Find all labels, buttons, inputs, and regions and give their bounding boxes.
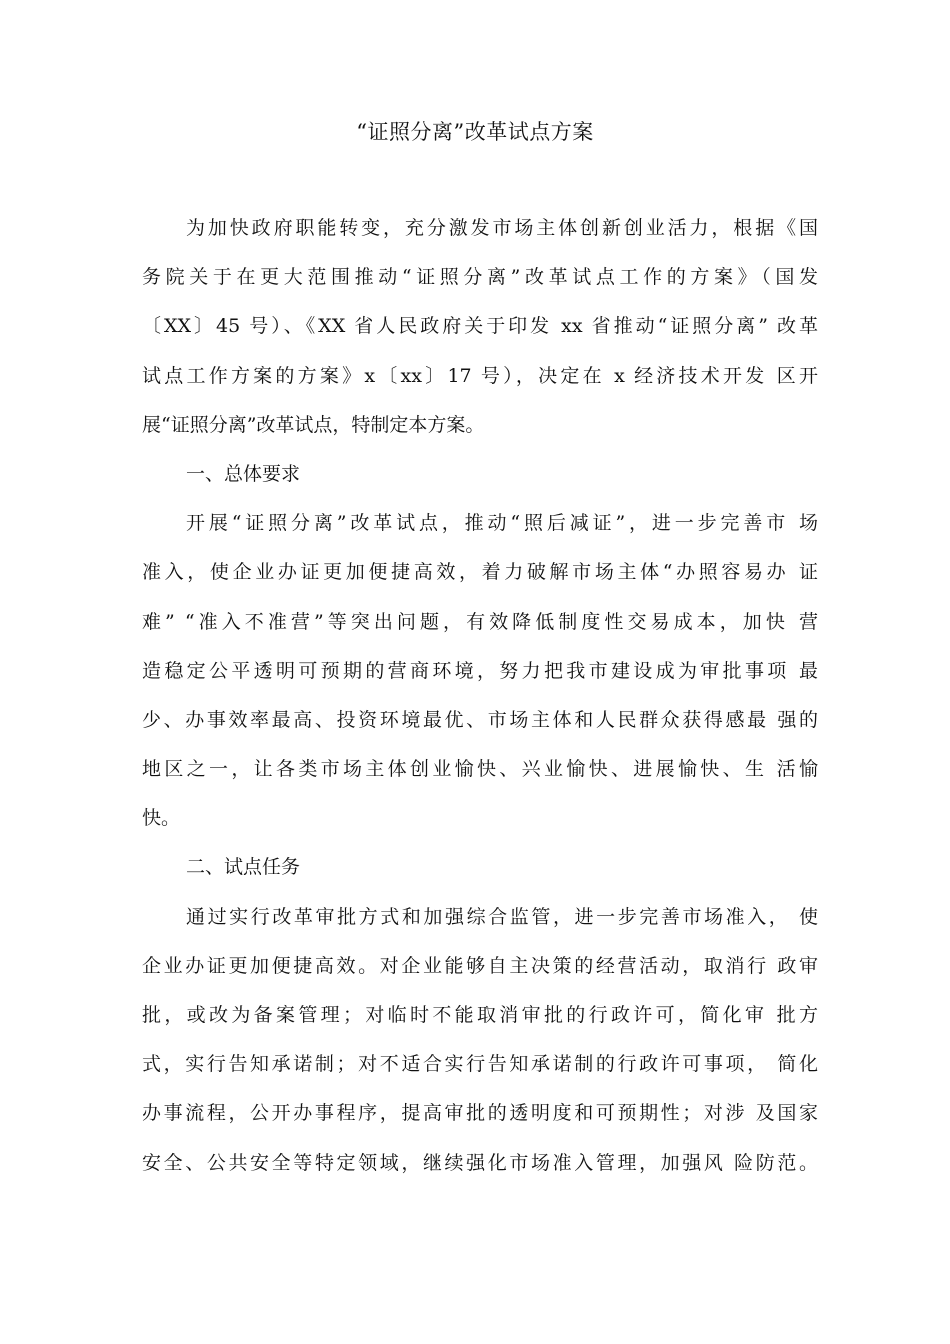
section-heading: 二、试点任务 xyxy=(186,856,301,879)
paragraph-line: 快。 xyxy=(142,807,181,830)
paragraph-line: 批，或改为备案管理；对临时不能取消审批的行政许可，简化审 批方 xyxy=(142,1004,818,1026)
paragraph-line: 少、办事效率最高、投资环境最优、市场主体和人民群众获得感最 强的 xyxy=(142,708,818,731)
paragraph-line: 展“证照分离”改革试点，特制定本方案。 xyxy=(142,413,485,436)
document-title: “证照分离”改革试点方案 xyxy=(356,120,594,144)
paragraph-line: 企业办证更加便捷高效。对企业能够自主决策的经营活动，取消行 政审 xyxy=(142,954,818,977)
paragraph-line: 造稳定公平透明可预期的营商环境，努力把我市建设成为审批事项 最 xyxy=(142,659,818,682)
paragraph-line: 开展“证照分离”改革试点，推动“照后减证”，进一步完善市 场 xyxy=(186,512,818,535)
paragraph-line: 务院关于在更大范围推动“证照分离”改革试点工作的方案》（国发 xyxy=(142,266,818,289)
paragraph-line: 通过实行改革审批方式和加强综合监管，进一步完善市场准入， 使 xyxy=(186,905,818,928)
paragraph-line: 难” “准入不准营”等突出问题，有效降低制度性交易成本，加快 营 xyxy=(142,610,818,633)
paragraph-line: 式，实行告知承诺制；对不适合实行告知承诺制的行政许可事项， 简化 xyxy=(142,1053,818,1076)
paragraph-line: 准入，使企业办证更加便捷高效，着力破解市场主体“办照容易办 证 xyxy=(142,561,818,584)
section-heading: 一、总体要求 xyxy=(186,462,301,485)
paragraph-line: 为加快政府职能转变，充分激发市场主体创新创业活力，根据《国 xyxy=(186,217,818,239)
paragraph-line: 地区之一，让各类市场主体创业愉快、兴业愉快、进展愉快、生 活愉 xyxy=(142,758,818,781)
document-body xyxy=(142,204,818,1188)
paragraph-line: 〔XX〕45 号）、《XX 省人民政府关于印发 xx 省推动“证照分离” 改革 xyxy=(142,315,818,338)
paragraph-line: 办事流程，公开办事程序，提高审批的透明度和可预期性；对涉 及国家 xyxy=(142,1102,818,1125)
paragraph-line: 试点工作方案的方案》x〔xx〕17 号），决定在 x 经济技术开发 区开 xyxy=(142,364,818,387)
paragraph-line: 安全、公共安全等特定领域，继续强化市场准入管理，加强风 险防范。 xyxy=(142,1151,818,1174)
